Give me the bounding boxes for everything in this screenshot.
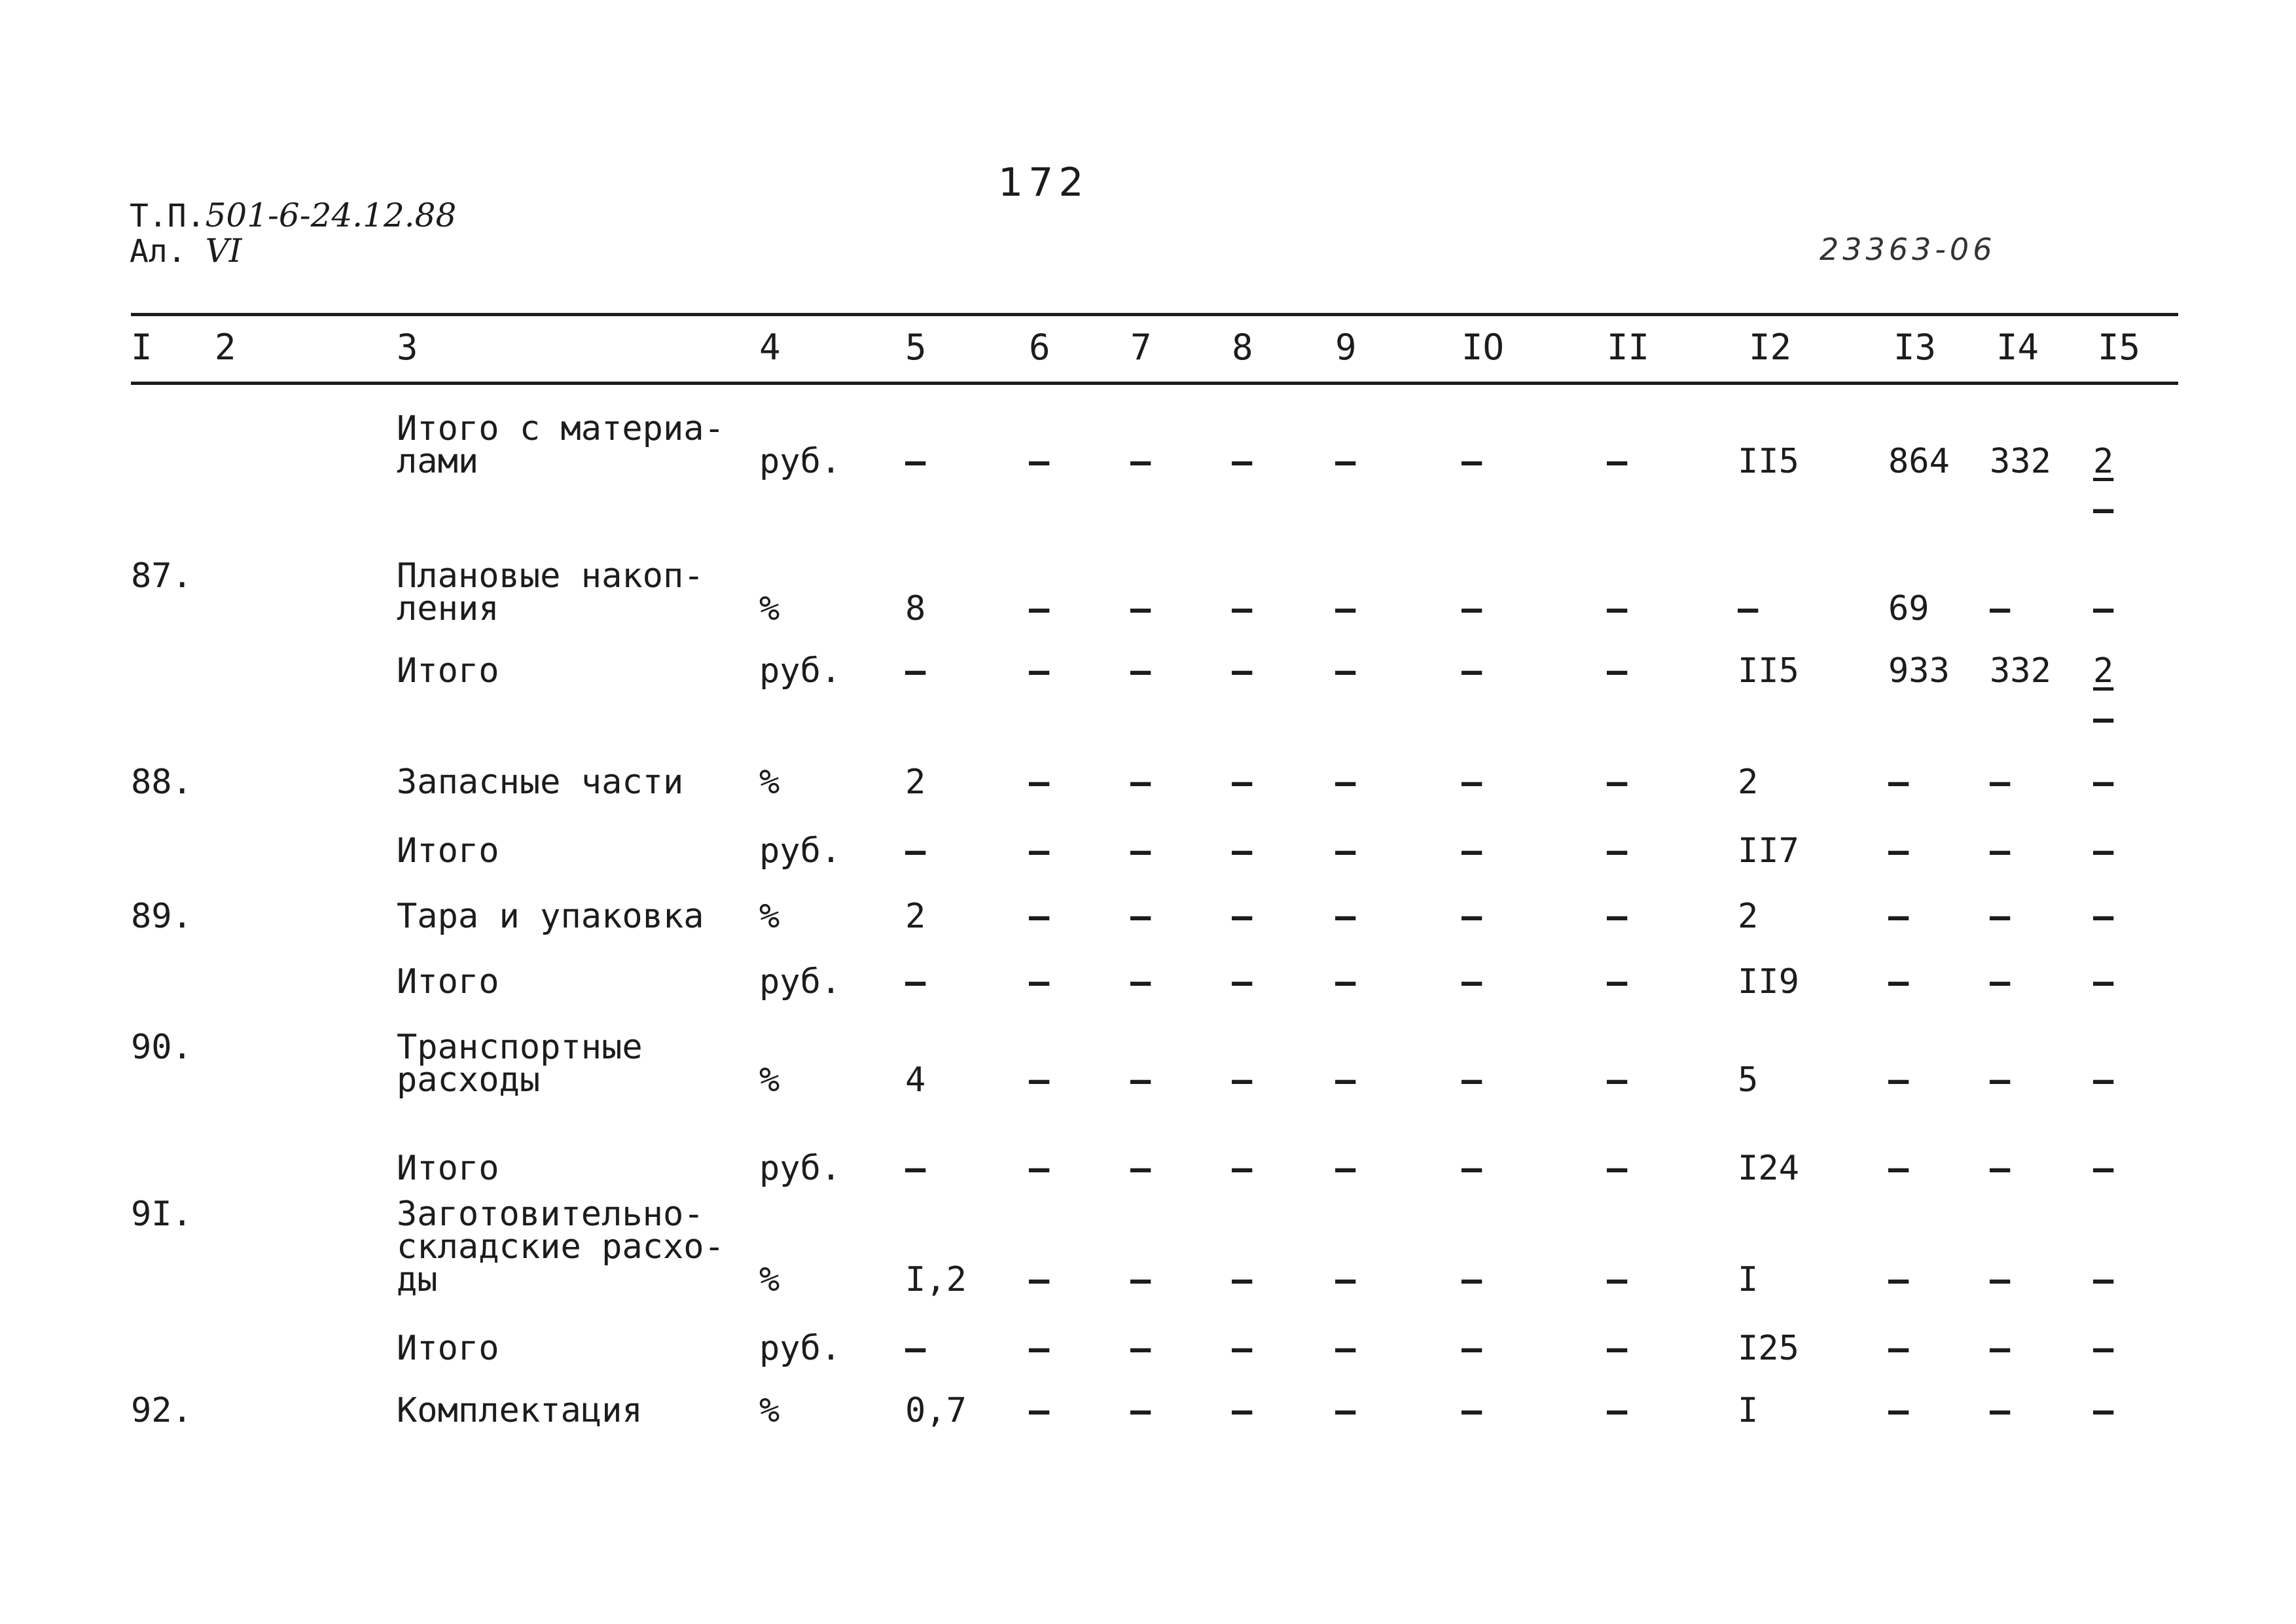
cell-c15: – [2093,1391,2114,1430]
cell-c13: – [1888,1060,1909,1100]
cell-c5: – [905,831,926,871]
cell-c7: – [1130,831,1151,871]
row-name: Транспортные расходы [397,1028,643,1100]
cell-c7: – [1130,763,1151,802]
row-unit: % [759,1391,780,1430]
cell-c9: – [1335,1391,1356,1430]
cell-c9: – [1335,442,1356,481]
cell-c10: – [1462,442,1482,481]
cell-c6: – [1029,831,1050,871]
cell-c9: – [1335,897,1356,936]
cell-c10: – [1462,962,1482,1001]
cell-c15: 2 [2093,442,2114,481]
cell-c7: – [1130,1260,1151,1299]
cell-c13: 864 [1888,442,1950,481]
cell-c10: – [1462,831,1482,871]
col-header-6: 6 [1029,327,1050,368]
col-header-2: 2 [215,327,236,368]
cell-c11: – [1607,831,1628,871]
cell-c10: – [1462,763,1482,802]
cell-c10: – [1462,1149,1482,1188]
cell-c8: – [1232,897,1253,936]
cell-c15-continuation: – [2093,490,2114,529]
cell-c13: – [1888,897,1909,936]
cell-c7: – [1130,1329,1151,1368]
row-name: Итого [397,831,499,871]
cell-c7: – [1130,1060,1151,1100]
cell-c9: – [1335,962,1356,1001]
album-label [130,234,242,268]
cell-c11: – [1607,1149,1628,1188]
cell-c14: – [1990,763,2011,802]
row-name: Итого с материа- лами [397,409,725,481]
cell-c13: – [1888,1329,1909,1368]
cell-c15: – [2093,1329,2114,1368]
cell-c7: – [1130,651,1151,691]
cell-c14: – [1990,1260,2011,1299]
cell-c15-continuation: – [2093,699,2114,738]
col-header-14: I4 [1996,327,2039,368]
col-header-15: I5 [2098,327,2141,368]
cell-c10: – [1462,1329,1482,1368]
row-name: Итого [397,962,499,1001]
cell-c10: – [1462,1060,1482,1100]
cell-c15: – [2093,897,2114,936]
row-number: 92. [131,1391,192,1430]
col-header-4: 4 [759,327,781,368]
cell-c11: – [1607,651,1628,691]
cell-c14: – [1990,1391,2011,1430]
col-header-8: 8 [1232,327,1253,368]
table-header-rule [131,382,2178,385]
row-number: 9I. [131,1195,192,1234]
cell-c10: – [1462,1260,1482,1299]
cell-c14: – [1990,831,2011,871]
cell-c5: I,2 [905,1260,967,1299]
cell-c14: – [1990,1329,2011,1368]
cell-c11: – [1607,589,1628,628]
cell-c6: – [1029,1149,1050,1188]
row-unit: руб. [759,831,842,871]
cell-c6: – [1029,763,1050,802]
cell-c6: – [1029,1260,1050,1299]
cell-c12: I25 [1738,1329,1799,1368]
cell-c6: – [1029,442,1050,481]
cell-c6: – [1029,1329,1050,1368]
cell-c12: II7 [1738,831,1799,871]
series-label [130,196,457,234]
cell-c14: 332 [1990,651,2051,691]
cell-c9: – [1335,1260,1356,1299]
col-header-5: 5 [905,327,927,368]
cell-c12: II5 [1738,651,1799,691]
cell-c13: – [1888,962,1909,1001]
cell-c6: – [1029,962,1050,1001]
cell-c12: – [1738,589,1759,628]
cell-c8: – [1232,589,1253,628]
cell-c5: 2 [905,763,926,802]
row-number: 87. [131,556,192,596]
cell-c15: – [2093,589,2114,628]
cell-c12: 2 [1738,763,1759,802]
cell-c14: 332 [1990,442,2051,481]
cell-c7: – [1130,442,1151,481]
cell-c13: – [1888,1149,1909,1188]
cell-c7: – [1130,1149,1151,1188]
row-name: Итого [397,1329,499,1368]
cell-c11: – [1607,897,1628,936]
cell-c15: – [2093,831,2114,871]
album-value: VI [205,232,242,270]
cell-c12: I [1738,1260,1759,1299]
cell-c5: – [905,651,926,691]
row-name: Комплектация [397,1391,643,1430]
cell-c15: – [2093,962,2114,1001]
cell-c5: – [905,442,926,481]
row-unit: % [759,897,780,936]
cell-c13: 69 [1888,589,1929,628]
cell-c15: – [2093,1260,2114,1299]
cell-c5: – [905,962,926,1001]
cell-c12: II5 [1738,442,1799,481]
cell-c9: – [1335,1329,1356,1368]
cell-c11: – [1607,442,1628,481]
table-top-rule [131,313,2178,316]
row-name: Итого [397,1149,499,1188]
album-prefix: Ал. [130,233,187,270]
row-unit: % [759,763,780,802]
col-header-11: II [1607,327,1650,368]
cell-c14: – [1990,897,2011,936]
col-header-1: I [131,327,152,368]
cell-c9: – [1335,651,1356,691]
row-number: 89. [131,897,192,936]
cell-c10: – [1462,651,1482,691]
cell-c5: – [905,1149,926,1188]
row-unit: руб. [759,1149,842,1188]
cell-c11: – [1607,962,1628,1001]
series-prefix: Т.П. [130,198,206,234]
row-number: 88. [131,763,192,802]
row-name: Тара и упаковка [397,897,704,936]
cell-c13: 933 [1888,651,1950,691]
row-unit: руб. [759,442,842,481]
cell-c15: – [2093,763,2114,802]
cell-c5: 4 [905,1060,926,1100]
cell-c6: – [1029,651,1050,691]
col-header-3: 3 [397,327,418,368]
cell-c5: – [905,1329,926,1368]
cell-c9: – [1335,1060,1356,1100]
row-name: Плановые накоп- ления [397,556,704,628]
cell-c7: – [1130,897,1151,936]
cell-c12: II9 [1738,962,1799,1001]
row-unit: % [759,1260,780,1299]
cell-c13: – [1888,1391,1909,1430]
cell-c14: – [1990,1060,2011,1100]
cell-c8: – [1232,1149,1253,1188]
cell-c8: – [1232,651,1253,691]
page-number: 172 [998,160,1089,206]
cell-c5: 8 [905,589,926,628]
col-header-9: 9 [1335,327,1357,368]
cell-c7: – [1130,589,1151,628]
cell-c12: 2 [1738,897,1759,936]
col-header-13: I3 [1893,327,1937,368]
cell-c14: – [1990,962,2011,1001]
cell-c12: 5 [1738,1060,1759,1100]
cell-c11: – [1607,1060,1628,1100]
row-unit: руб. [759,651,842,691]
col-header-12: I2 [1749,327,1792,368]
cell-c14: – [1990,1149,2011,1188]
col-header-7: 7 [1130,327,1152,368]
row-name: Итого [397,651,499,691]
document-number: 23363-06 [1820,232,1996,267]
cell-c8: – [1232,442,1253,481]
cell-c9: – [1335,831,1356,871]
row-unit: % [759,589,780,628]
cell-c15: – [2093,1149,2114,1188]
cell-c6: – [1029,1060,1050,1100]
cell-c13: – [1888,1260,1909,1299]
cell-c11: – [1607,763,1628,802]
cell-c7: – [1130,962,1151,1001]
cell-c9: – [1335,589,1356,628]
cell-c6: – [1029,897,1050,936]
cell-c13: – [1888,831,1909,871]
row-name: Запасные части [397,763,684,802]
cell-c13: – [1888,763,1909,802]
cell-c6: – [1029,589,1050,628]
cell-c11: – [1607,1391,1628,1430]
cell-c8: – [1232,1329,1253,1368]
cell-c5: 0,7 [905,1391,967,1430]
row-unit: % [759,1060,780,1100]
cell-c8: – [1232,962,1253,1001]
cell-c8: – [1232,831,1253,871]
cell-c11: – [1607,1260,1628,1299]
cell-c8: – [1232,763,1253,802]
cell-c11: – [1607,1329,1628,1368]
cell-c8: – [1232,1260,1253,1299]
cell-c15: 2 [2093,651,2114,691]
row-name: Заготовительно- складские расхо- ды [397,1195,725,1299]
cell-c7: – [1130,1391,1151,1430]
cell-c5: 2 [905,897,926,936]
row-unit: руб. [759,1329,842,1368]
cell-c9: – [1335,763,1356,802]
cell-c6: – [1029,1391,1050,1430]
cell-c12: I [1738,1391,1759,1430]
cell-c8: – [1232,1391,1253,1430]
cell-c15: – [2093,1060,2114,1100]
row-unit: руб. [759,962,842,1001]
cell-c9: – [1335,1149,1356,1188]
cell-c10: – [1462,1391,1482,1430]
cell-c12: I24 [1738,1149,1799,1188]
col-header-10: IO [1462,327,1505,368]
cell-c10: – [1462,589,1482,628]
row-number: 90. [131,1028,192,1067]
cell-c14: – [1990,589,2011,628]
series-value: 501-6-24.12.88 [205,196,457,234]
cell-c8: – [1232,1060,1253,1100]
cell-c10: – [1462,897,1482,936]
